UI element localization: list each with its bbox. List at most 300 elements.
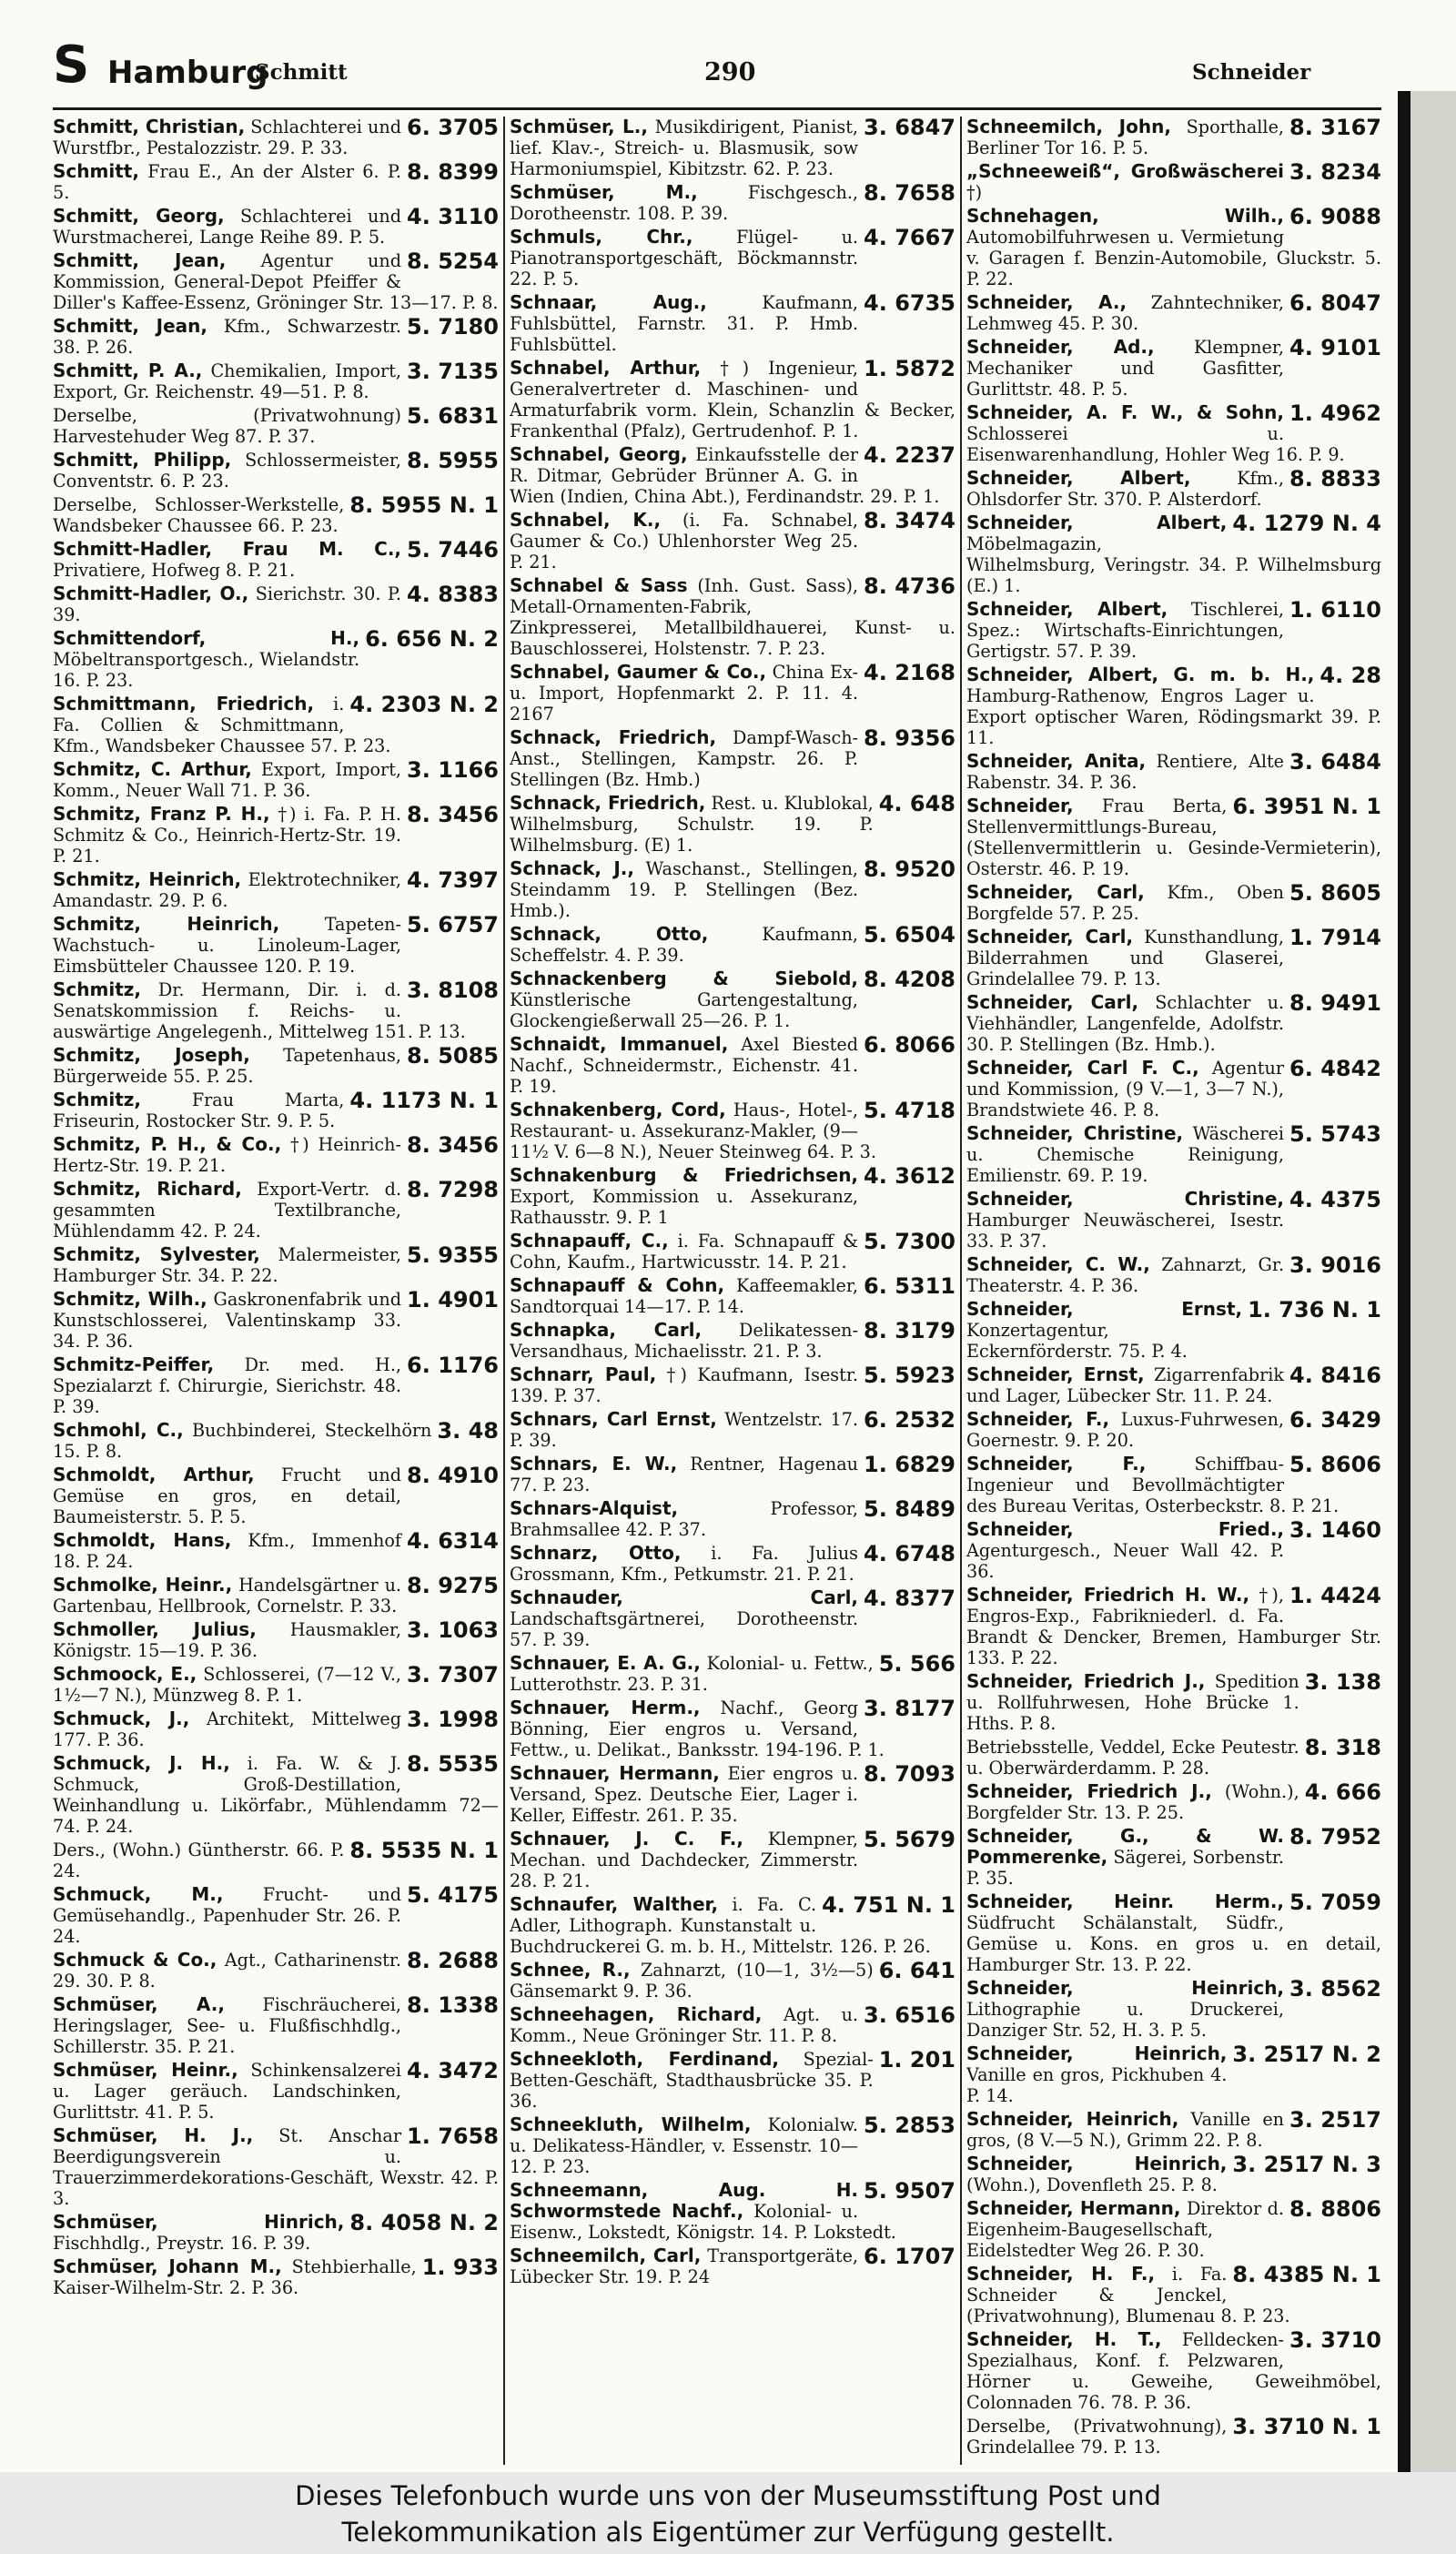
directory-entry: [53, 914, 499, 977]
entry-details: Kaufmann, Fuhlsbüttel, Farnstr. 31. P. Hmb. Fuhlsbüttel.: [510, 292, 859, 355]
entry-name: Schnars, Carl Ernst,: [510, 1408, 717, 1430]
entry-details: Privatiere, Hofweg 8. P. 21.: [53, 560, 296, 581]
directory-entry: [53, 759, 499, 801]
entry-name: Schnack, Otto,: [510, 923, 709, 945]
entry-phone-number: 4. 3472: [407, 2058, 499, 2083]
entry-phone-number: 6. 5311: [864, 1273, 956, 1299]
directory-entry: [966, 927, 1381, 989]
directory-entry: [966, 1671, 1381, 1734]
entry-details: Frau Berta, Stellenvermittlungs-Bureau, (Stellenvermittlerin u. Gesinde-Vermieterin), Osterstr. 46. P. 19.: [966, 796, 1381, 879]
entry-phone-number: 3. 6847: [864, 117, 956, 140]
entry-phone-number: 8. 5535 N. 1: [349, 1838, 499, 1863]
entry-name: Schneider, Hermann,: [966, 2197, 1181, 2219]
directory-entry: [510, 1320, 956, 1362]
directory-entry: [53, 1664, 499, 1706]
entry-phone-number: 3. 7307: [407, 1662, 499, 1687]
entry-name: Schnauer, Herm.,: [510, 1697, 701, 1718]
entry-name: Schneider, F.,: [966, 1408, 1110, 1430]
entry-phone-number: 5. 6831: [407, 403, 499, 429]
entry-details: Künstlerische Gartengestaltung, Glockengießerwall 25—26. P. 1.: [510, 989, 859, 1031]
entry-details: China Ex- u. Import, Hopfenmarkt 2. P. 11. 4. 2167: [510, 662, 859, 725]
column-divider: [503, 117, 505, 2465]
entry-details: Südfrucht Schälanstalt, Südfr., Gemüse u. Kons. en gros u. en detail, Hamburger Str. 13. P. 22.: [966, 1912, 1381, 1975]
entry-phone-number: 6. 8047: [1289, 290, 1381, 316]
directory-entry: [966, 1891, 1381, 1975]
entry-details: Schlosserei u. Eisenwarenhandlung, Hohler Weg 16. P. 9.: [966, 423, 1345, 465]
entry-name: Schnarz, Otto,: [510, 1542, 682, 1564]
entry-name: Schneider, Carl F. C.,: [966, 1057, 1199, 1079]
entry-phone-number: 3. 2517 N. 3: [1232, 2152, 1381, 2177]
entry-details: Frucht- und Gemüsehandlg., Papenhuder Str. 26. P. 24.: [53, 1884, 402, 1947]
entry-phone-number: 1. 736 N. 1: [1248, 1297, 1381, 1323]
directory-entry: [966, 512, 1381, 596]
directory-entry: [966, 468, 1381, 510]
entry-phone-number: 5. 8606: [1289, 1452, 1381, 1477]
directory-entry: [53, 1354, 499, 1417]
entry-name: Schnakenberg, Cord,: [510, 1099, 726, 1120]
entry-name: Schnabel, Georg,: [510, 443, 688, 465]
entry-phone-number: 5. 5923: [864, 1363, 956, 1388]
entry-phone-number: 4. 751 N. 1: [822, 1892, 956, 1918]
directory-entry: [510, 1653, 956, 1695]
entry-details: Buchbinderei, Steckelhörn 15. P. 8.: [53, 1420, 432, 1462]
entry-details: Handelsgärtner u. Gartenbau, Hellbrook, Cornelstr. P. 33.: [53, 1575, 402, 1617]
entry-phone-number: 5. 8605: [1289, 880, 1381, 906]
entry-phone-number: 8. 318: [1304, 1735, 1381, 1760]
entry-name: Schmüser, Johann M.,: [53, 2255, 282, 2277]
entry-name: Schnauer, E. A. G.,: [510, 1652, 701, 1674]
entry-name: Schmoock, E.,: [53, 1663, 197, 1685]
entry-phone-number: 5. 4718: [864, 1098, 956, 1123]
entry-details: Betriebsstelle, Veddel, Ecke Peutestr. u. Oberwärderdamm. P. 28.: [966, 1737, 1299, 1779]
entry-details: Direktor d. Eigenheim-Baugesellschaft, Eidelstedter Weg 26. P. 30.: [966, 2198, 1285, 2261]
directory-entry: [53, 1950, 499, 1992]
entry-details: Dr. Hermann, Dir. i. d. Senatskommission f. Reichs- u. auswärtige Angelegenh., Mittelweg 151. P. 13.: [53, 979, 466, 1042]
entry-details: Architekt, Mittelweg 177. P. 36.: [53, 1708, 402, 1750]
directory-entry: [966, 796, 1381, 879]
entry-name: Schmitz, Sylvester,: [53, 1243, 260, 1265]
directory-entry: [966, 1123, 1381, 1186]
entry-details: Waschanst., Stellingen, Steindamm 19. P. Stellingen (Bez. Hmb.).: [510, 858, 859, 921]
entry-phone-number: 1. 6110: [1289, 597, 1381, 623]
entry-name: Schmüser, H. J.,: [53, 2124, 254, 2146]
directory-entry: [966, 1299, 1381, 1362]
entry-name: Schnars, E. W.,: [510, 1453, 678, 1475]
entry-name: Schneekloth, Ferdinand,: [510, 2048, 779, 2070]
entry-name: Schmitz,: [53, 978, 141, 1000]
entry-phone-number: 4. 648: [878, 791, 956, 816]
entry-phone-number: 4. 6735: [864, 290, 956, 316]
entry-phone-number: 4. 666: [1304, 1779, 1381, 1805]
entry-name: Schmüser, Heinr.,: [53, 2059, 238, 2081]
page-header: [53, 33, 1363, 106]
directory-entry: [510, 117, 956, 179]
entry-details: Kfm., Ohlsdorfer Str. 370. P. Alsterdorf.: [966, 468, 1285, 510]
entry-details: Malermeister, Hamburger Str. 34. P. 22.: [53, 1244, 402, 1286]
directory-entry: [966, 1826, 1381, 1889]
directory-entry: [53, 1753, 499, 1837]
entry-details: Zahnarzt, Gr. Theaterstr. 4. P. 36.: [966, 1254, 1285, 1296]
entry-details: Kolonial- u. Fettw., Lutterothstr. 23. P. 31.: [510, 1653, 874, 1695]
entry-details: Agentur und Kommission, (9 V.—1, 3—7 N.), Brandstwiete 46. P. 8.: [966, 1058, 1285, 1120]
entry-name: Schneemilch, John,: [966, 117, 1171, 137]
entry-details: †) Heinrich-Hertz-Str. 19. P. 21.: [53, 1134, 402, 1176]
directory-entry: [510, 1409, 956, 1451]
entry-name: Schneider, H. T.,: [966, 2328, 1162, 2350]
section-letter: S: [53, 35, 90, 95]
entry-phone-number: 3. 9016: [1289, 1252, 1381, 1278]
directory-entry: [53, 1575, 499, 1617]
entry-name: Schmuck, J.,: [53, 1708, 190, 1729]
directory-entry: [53, 2060, 499, 2123]
entry-details: St. Anschar Beerdigungsverein u. Trauerzimmerdekorations-Geschäft, Wexstr. 42. P. 3.: [53, 2125, 499, 2209]
entry-name: Schneemann, Aug. H. Schwormstede Nachf.,: [510, 2179, 859, 2222]
entry-phone-number: 8. 5085: [407, 1043, 499, 1069]
entry-phone-number: 6. 2532: [864, 1407, 956, 1433]
entry-details: Export, Import, Komm., Neuer Wall 71. P. 36.: [53, 759, 402, 801]
entry-details: Wentzelstr. 17. P. 39.: [510, 1409, 859, 1451]
directory-entry: [53, 1839, 499, 1881]
entry-name: Schmitz,: [53, 1089, 141, 1110]
entry-phone-number: 8. 5955 N. 1: [349, 492, 499, 518]
entry-name: Schneider, C. W.,: [966, 1253, 1150, 1275]
entry-phone-number: 8. 3179: [864, 1318, 956, 1343]
directory-entry: [53, 2125, 499, 2209]
entry-name: Schneider, Albert,: [966, 467, 1191, 489]
entry-details: Schiffbau-Ingenieur und Bevollmächtigter des Bureau Veritas, Osterbeckstr. 8. P. 21.: [966, 1454, 1340, 1516]
entry-phone-number: 3. 6484: [1289, 749, 1381, 775]
entry-phone-number: 6. 4842: [1289, 1056, 1381, 1081]
entry-name: Schmitz, Heinrich,: [53, 913, 280, 935]
entry-phone-number: 4. 4375: [1289, 1187, 1381, 1212]
footer-line-2: Telekommunikation als Eigentümer zur Verfügung gestellt.: [341, 2517, 1115, 2548]
directory-entry: [53, 316, 499, 358]
directory-entry: [53, 1994, 499, 2057]
directory-entry: [53, 1530, 499, 1572]
directory-entry: [53, 869, 499, 911]
entry-details: Chemikalien, Import, Export, Gr. Reichenstr. 49—51. P. 8.: [53, 360, 402, 402]
entry-name: Schnehagen, Wilh.,: [966, 205, 1285, 227]
entry-name: Schnaar, Aug.,: [510, 291, 707, 313]
entry-details: Flügel- u. Pianotransportgeschäft, Böckmannstr. 22. P. 5.: [510, 227, 859, 289]
directory-entry: [966, 2198, 1381, 2261]
entry-phone-number: 4. 2303 N. 2: [349, 692, 499, 717]
directory-entry: [966, 117, 1381, 158]
directory-entry: [53, 1708, 499, 1750]
entry-name: Schmittendorf, H.,: [53, 627, 360, 649]
entry-phone-number: 3. 8234: [1289, 159, 1381, 185]
entry-details: Fischgesch., Dorotheenstr. 108. P. 39.: [510, 182, 859, 224]
entry-name: Schneider, Ernst,: [966, 1298, 1243, 1320]
entry-name: Schneider, Friedrich J.,: [966, 1780, 1212, 1802]
directory-entry: [53, 2256, 499, 2298]
entry-phone-number: 4. 2237: [864, 442, 956, 468]
entry-phone-number: 3. 1166: [407, 757, 499, 783]
entry-details: Rentner, Hagenau 77. P. 23.: [510, 1454, 859, 1495]
entry-details: †) Kaufmann, Isestr. 139. P. 37.: [510, 1364, 859, 1406]
directory-entry: [53, 1464, 499, 1527]
entry-name: Schneider, Heinrich,: [966, 2153, 1228, 2174]
directory-entry: [966, 161, 1381, 203]
entry-details: i. Fa. C. Adler, Lithograph. Kunstanstalt u. Buchdruckerei G. m. b. H., Mittelstr. 126. P. 26.: [510, 1894, 931, 1957]
entry-name: Schneider, Friedrich H. W.,: [966, 1584, 1250, 1606]
entry-details: Hausmakler, Königstr. 15—19. P. 36.: [53, 1619, 402, 1661]
entry-phone-number: 8. 2688: [407, 1948, 499, 1973]
directory-entry: [510, 1763, 956, 1826]
entry-phone-number: 3. 48: [437, 1418, 499, 1444]
entry-phone-number: 5. 7059: [1289, 1890, 1381, 1915]
entry-name: Schnabel & Sass: [510, 574, 688, 596]
entry-details: Konzertagentur, Eckernförderstr. 75. P. 4.: [966, 1320, 1188, 1362]
entry-phone-number: 8. 9275: [407, 1573, 499, 1598]
entry-phone-number: 4. 28: [1320, 663, 1381, 688]
entry-name: Schmuls, Chr.,: [510, 226, 693, 248]
entry-phone-number: 5. 566: [878, 1651, 956, 1677]
entry-phone-number: 3. 138: [1304, 1669, 1381, 1695]
directory-entry: [510, 1034, 956, 1097]
directory-entry: [510, 1231, 956, 1272]
entry-details: Rest. u. Klublokal, Wilhelmsburg, Schulstr. 19. P. Wilhelmsburg. (E) 1.: [510, 793, 874, 856]
entry-name: Schneider, Friedrich J.,: [966, 1670, 1206, 1692]
directory-entry: [53, 1179, 499, 1242]
entry-name: Schmitt-Hadler, Frau M. C.,: [53, 538, 402, 560]
directory-entry: [53, 1884, 499, 1947]
entry-name: Schneider, Christine,: [966, 1188, 1285, 1210]
directory-entry: [966, 751, 1381, 793]
entry-phone-number: 1. 7658: [407, 2123, 499, 2149]
directory-entry: [510, 1364, 956, 1406]
entry-phone-number: 1. 4962: [1289, 400, 1381, 426]
entry-details: Landschaftsgärtnerei, Dorotheenstr. 57. P. 39.: [510, 1608, 859, 1650]
entry-phone-number: 4. 8416: [1289, 1363, 1381, 1388]
entry-phone-number: 5. 7180: [407, 314, 499, 340]
entry-phone-number: 8. 4208: [864, 967, 956, 992]
entry-phone-number: 8. 4910: [407, 1463, 499, 1488]
directory-entry: [966, 1781, 1381, 1823]
entry-phone-number: 4. 1279 N. 4: [1232, 511, 1381, 536]
entry-name: Schnakenburg & Friedrichsen,: [510, 1164, 859, 1186]
entry-name: Schnaufer, Walther,: [510, 1893, 719, 1915]
entry-details: Agt., Catharinenstr. 29. 30. P. 8.: [53, 1950, 402, 1992]
entry-details: Axel Biested Nachf., Schneidermstr., Eichenstr. 41. P. 19.: [510, 1034, 859, 1097]
directory-entry: [966, 2329, 1381, 2413]
directory-entry: [966, 292, 1381, 334]
directory-entry: [966, 992, 1381, 1055]
entry-details: Klempner, Mechan. und Dachdecker, Zimmerstr. 28. P. 21.: [510, 1829, 859, 1891]
entry-phone-number: 1. 7914: [1289, 925, 1381, 950]
entry-name: Schmitt, Christian,: [53, 117, 246, 137]
directory-entry: [53, 360, 499, 402]
entry-details: i. Fa. Collien & Schmittmann, Kfm., Wandsbeker Chaussee 57. P. 23.: [53, 694, 391, 756]
entry-details: i. Fa. Schneider & Jenckel, (Privatwohnung), Blumenau 8. P. 23.: [966, 2264, 1290, 2326]
directory-entry: [966, 2416, 1381, 2458]
entry-details: Tischlerei, Spez.: Wirtschafts-Einrichtungen, Gertigstr. 57. P. 39.: [966, 599, 1285, 662]
directory-entry: [966, 1519, 1381, 1582]
entry-phone-number: 3. 1063: [407, 1617, 499, 1643]
directory-entry: [510, 968, 956, 1031]
entry-name: Schmoller, Julius,: [53, 1618, 257, 1640]
entry-phone-number: 6. 8066: [864, 1032, 956, 1058]
entry-phone-number: 8. 9356: [864, 725, 956, 751]
entry-details: Agenturgesch., Neuer Wall 42. P. 36.: [966, 1540, 1285, 1582]
directory-entry: [53, 117, 499, 158]
entry-name: Schmuck & Co.,: [53, 1949, 217, 1971]
directory-entry: [966, 2109, 1381, 2151]
directory-entry: [510, 444, 956, 507]
directory-entry: [510, 227, 956, 289]
entry-phone-number: 5. 5743: [1289, 1121, 1381, 1147]
entry-details: Sägerei, Sorbenstr. P. 35.: [966, 1847, 1285, 1889]
directory-entry: [510, 793, 956, 856]
directory-entry: [510, 1498, 956, 1540]
entry-phone-number: 3. 6516: [864, 2002, 956, 2028]
entry-phone-number: 5. 9507: [864, 2178, 956, 2204]
entry-name: Schmitz, P. H., & Co.,: [53, 1133, 282, 1155]
entry-details: Kfm., Oben Borgfelde 57. P. 25.: [966, 882, 1285, 924]
entry-phone-number: 4. 2168: [864, 660, 956, 685]
directory-entry: [510, 2245, 956, 2287]
entry-phone-number: 1. 933: [421, 2255, 499, 2280]
entry-phone-number: 5. 2853: [864, 2113, 956, 2138]
directory-entry: [510, 1165, 956, 1228]
entry-details: Delikatessen-Versandhaus, Michaelisstr. 21. P. 3.: [510, 1320, 859, 1362]
entry-details: Kaffeemakler, Sandtorquai 14—17. P. 14.: [510, 1275, 859, 1317]
entry-phone-number: 4. 7667: [864, 225, 956, 250]
entry-phone-number: 3. 3710 N. 1: [1232, 2414, 1381, 2439]
entry-name: Schneekluth, Wilhelm,: [510, 2113, 752, 2135]
entry-phone-number: 3. 1998: [407, 1707, 499, 1732]
entry-phone-number: 6. 3951 N. 1: [1232, 794, 1381, 819]
entry-details: Fischhdlg., Preystr. 16. P. 39.: [53, 2233, 311, 2254]
directory-entry: [53, 1045, 499, 1087]
entry-phone-number: 8. 3456: [407, 1132, 499, 1158]
directory-entry: [510, 2049, 956, 2112]
entry-details: Kfm., Schwarzestr. 38. P. 26.: [53, 316, 402, 358]
entry-phone-number: 4. 6314: [407, 1528, 499, 1554]
entry-phone-number: 8. 4058 N. 2: [349, 2210, 499, 2235]
entry-details: Fischräucherei, Heringslager, See- u. Flußfischhdlg., Schillerstr. 35. P. 21.: [53, 1994, 402, 2057]
directory-entry: [966, 1189, 1381, 1252]
right-guide-word: Schneider: [1192, 60, 1311, 85]
entry-phone-number: 8. 5535: [407, 1751, 499, 1777]
entry-details: Ders., (Wohn.) Güntherstr. 66. P. 24.: [53, 1839, 345, 1881]
entry-phone-number: 6. 1707: [864, 2244, 956, 2269]
directory-entry: [510, 2114, 956, 2177]
entry-details: i. Fa. W. & J. Schmuck, Groß-Destillation, Weinhandlung u. Likörfabr., Mühlendamm 72—74. P. 24.: [53, 1753, 499, 1837]
entry-name: Schmitz, Heinrich,: [53, 868, 242, 890]
entry-phone-number: 3. 8562: [1289, 1976, 1381, 2002]
directory-entry: [966, 2043, 1381, 2106]
directory-entry: [966, 1737, 1381, 1779]
entry-details: Möbeltransportgesch., Wielandstr. 16. P. 23.: [53, 649, 360, 691]
entry-details: Wäscherei u. Chemische Reinigung, Emilienstr. 69. P. 19.: [966, 1123, 1285, 1186]
entry-name: Schnabel, Arthur,: [510, 357, 702, 379]
entry-phone-number: 4. 9101: [1289, 335, 1381, 360]
directory-entry: [966, 1058, 1381, 1120]
entry-details: (Wohn.), Dovenfleth 25. P. 8.: [966, 2174, 1218, 2195]
entry-details: Frau Marta, Friseurin, Rostocker Str. 9. P. 5.: [53, 1090, 345, 1131]
entry-phone-number: 8. 9491: [1289, 990, 1381, 1016]
directory-entry: [966, 2154, 1381, 2195]
entry-details: (i. Fa. Schnabel, Gaumer & Co.) Uhlenhorster Weg 25. P. 21.: [510, 510, 859, 573]
page-number: 290: [704, 58, 756, 86]
entry-details: Spedition u. Rollfuhrwesen, Hohe Brücke 1. Hths. P. 8.: [966, 1671, 1299, 1734]
entry-phone-number: 8. 4736: [864, 573, 956, 599]
entry-phone-number: 3. 8108: [407, 978, 499, 1003]
entry-details: i. Fa. Julius Grossmann, Kfm., Petkumstr. 21. P. 21.: [510, 1543, 859, 1585]
entry-name: Schneider, A. F. W., & Sohn,: [966, 401, 1285, 423]
entry-details: Dampf-Wasch-Anst., Stellingen, Kampstr. 26. P. Stellingen (Bz. Hmb.): [510, 727, 859, 790]
directory-entry: [510, 1829, 956, 1891]
entry-details: †): [966, 182, 983, 203]
directory-entry: [510, 1543, 956, 1585]
entry-details: Dr. med. H., Spezialarzt f. Chirurgie, Sierichstr. 48. P. 39.: [53, 1354, 402, 1417]
entry-details: Gaskronenfabrik und Kunstschlosserei, Valentinskamp 33. 34. P. 36.: [53, 1289, 402, 1352]
entry-name: Schmitz, C. Arthur,: [53, 758, 252, 780]
entry-phone-number: 6. 1176: [407, 1353, 499, 1378]
directory-entry: [966, 1364, 1381, 1406]
footer-notice: [0, 2472, 1456, 2554]
entry-name: Schnars-Alquist,: [510, 1497, 679, 1519]
entry-phone-number: 5. 9355: [407, 1242, 499, 1268]
entry-name: Schnack, J.,: [510, 857, 634, 879]
entry-details: Derselbe, (Privatwohnung), Grindelallee 79. P. 13.: [966, 2416, 1228, 2458]
entry-phone-number: 8. 4385 N. 1: [1232, 2262, 1381, 2287]
entry-name: Schmitz, Joseph,: [53, 1044, 250, 1066]
entry-name: Schnabel, Gaumer & Co.,: [510, 661, 767, 683]
entry-name: Schmitt, P. A.,: [53, 360, 203, 381]
directory-entry: [53, 494, 499, 536]
entry-name: Schneider, Ad.,: [966, 336, 1155, 358]
entry-phone-number: 6. 3705: [407, 117, 499, 140]
entry-details: Hamburg-Rathenow, Engros Lager u. Export optischer Waren, Rödingsmarkt 39. P. 11.: [966, 685, 1381, 748]
directory-entry: [53, 1134, 499, 1176]
entry-details: Musikdirigent, Pianist, lief. Klav.-, Streich- u. Blasmusik, sow Harmoniumspiel, Kibitzstr. 62. P. 23.: [510, 117, 859, 179]
entry-phone-number: 1. 201: [878, 2047, 956, 2073]
entry-name: Schneider, Heinrich,: [966, 2042, 1228, 2064]
entry-name: Schmitt, Philipp,: [53, 449, 232, 471]
entry-details: Tapetenhaus, Bürgerweide 55. P. 25.: [53, 1045, 402, 1087]
entry-phone-number: 8. 1338: [407, 1992, 499, 2018]
entry-details: Zahntechniker, Lehmweg 45. P. 30.: [966, 292, 1285, 334]
entry-details: (Wohn.), Borgfelder Str. 13. P. 25.: [966, 1781, 1299, 1823]
entry-phone-number: 6. 641: [878, 1958, 956, 1983]
entry-name: Schmuck, M.,: [53, 1883, 224, 1905]
directory-entry: [510, 1454, 956, 1495]
entry-phone-number: 8. 3474: [864, 508, 956, 533]
entry-phone-number: 8. 3456: [407, 802, 499, 827]
entry-details: Export-Vertr. d. gesammten Textilbranche, Mühlendamm 42. P. 24.: [53, 1179, 402, 1242]
directory-entry: [510, 2180, 956, 2243]
entry-phone-number: 1. 6829: [864, 1452, 956, 1477]
entry-details: Schlosserei, (7—12 V., 1½—7 N.), Münzweg 8. P. 1.: [53, 1664, 402, 1706]
entry-phone-number: 8. 8806: [1289, 2196, 1381, 2222]
left-guide-word: Schmitt: [255, 60, 348, 85]
entry-phone-number: 5. 4175: [407, 1882, 499, 1908]
entry-details: Frau E., An der Alster 6. P. 5.: [53, 161, 402, 203]
entry-name: Schmitt,: [53, 160, 139, 182]
entry-name: Schmitz-Peiffer,: [53, 1353, 215, 1375]
directory-entry: [510, 727, 956, 790]
entry-name: Schneider, Carl,: [966, 991, 1139, 1013]
entry-name: Schmitt, Jean,: [53, 249, 227, 271]
entry-phone-number: 4. 3110: [407, 204, 499, 229]
directory-column-1: [53, 117, 499, 2465]
directory-entry: [510, 1275, 956, 1317]
entry-phone-number: 1. 5872: [864, 356, 956, 381]
directory-entry: [510, 2004, 956, 2046]
directory-entry: [510, 858, 956, 921]
